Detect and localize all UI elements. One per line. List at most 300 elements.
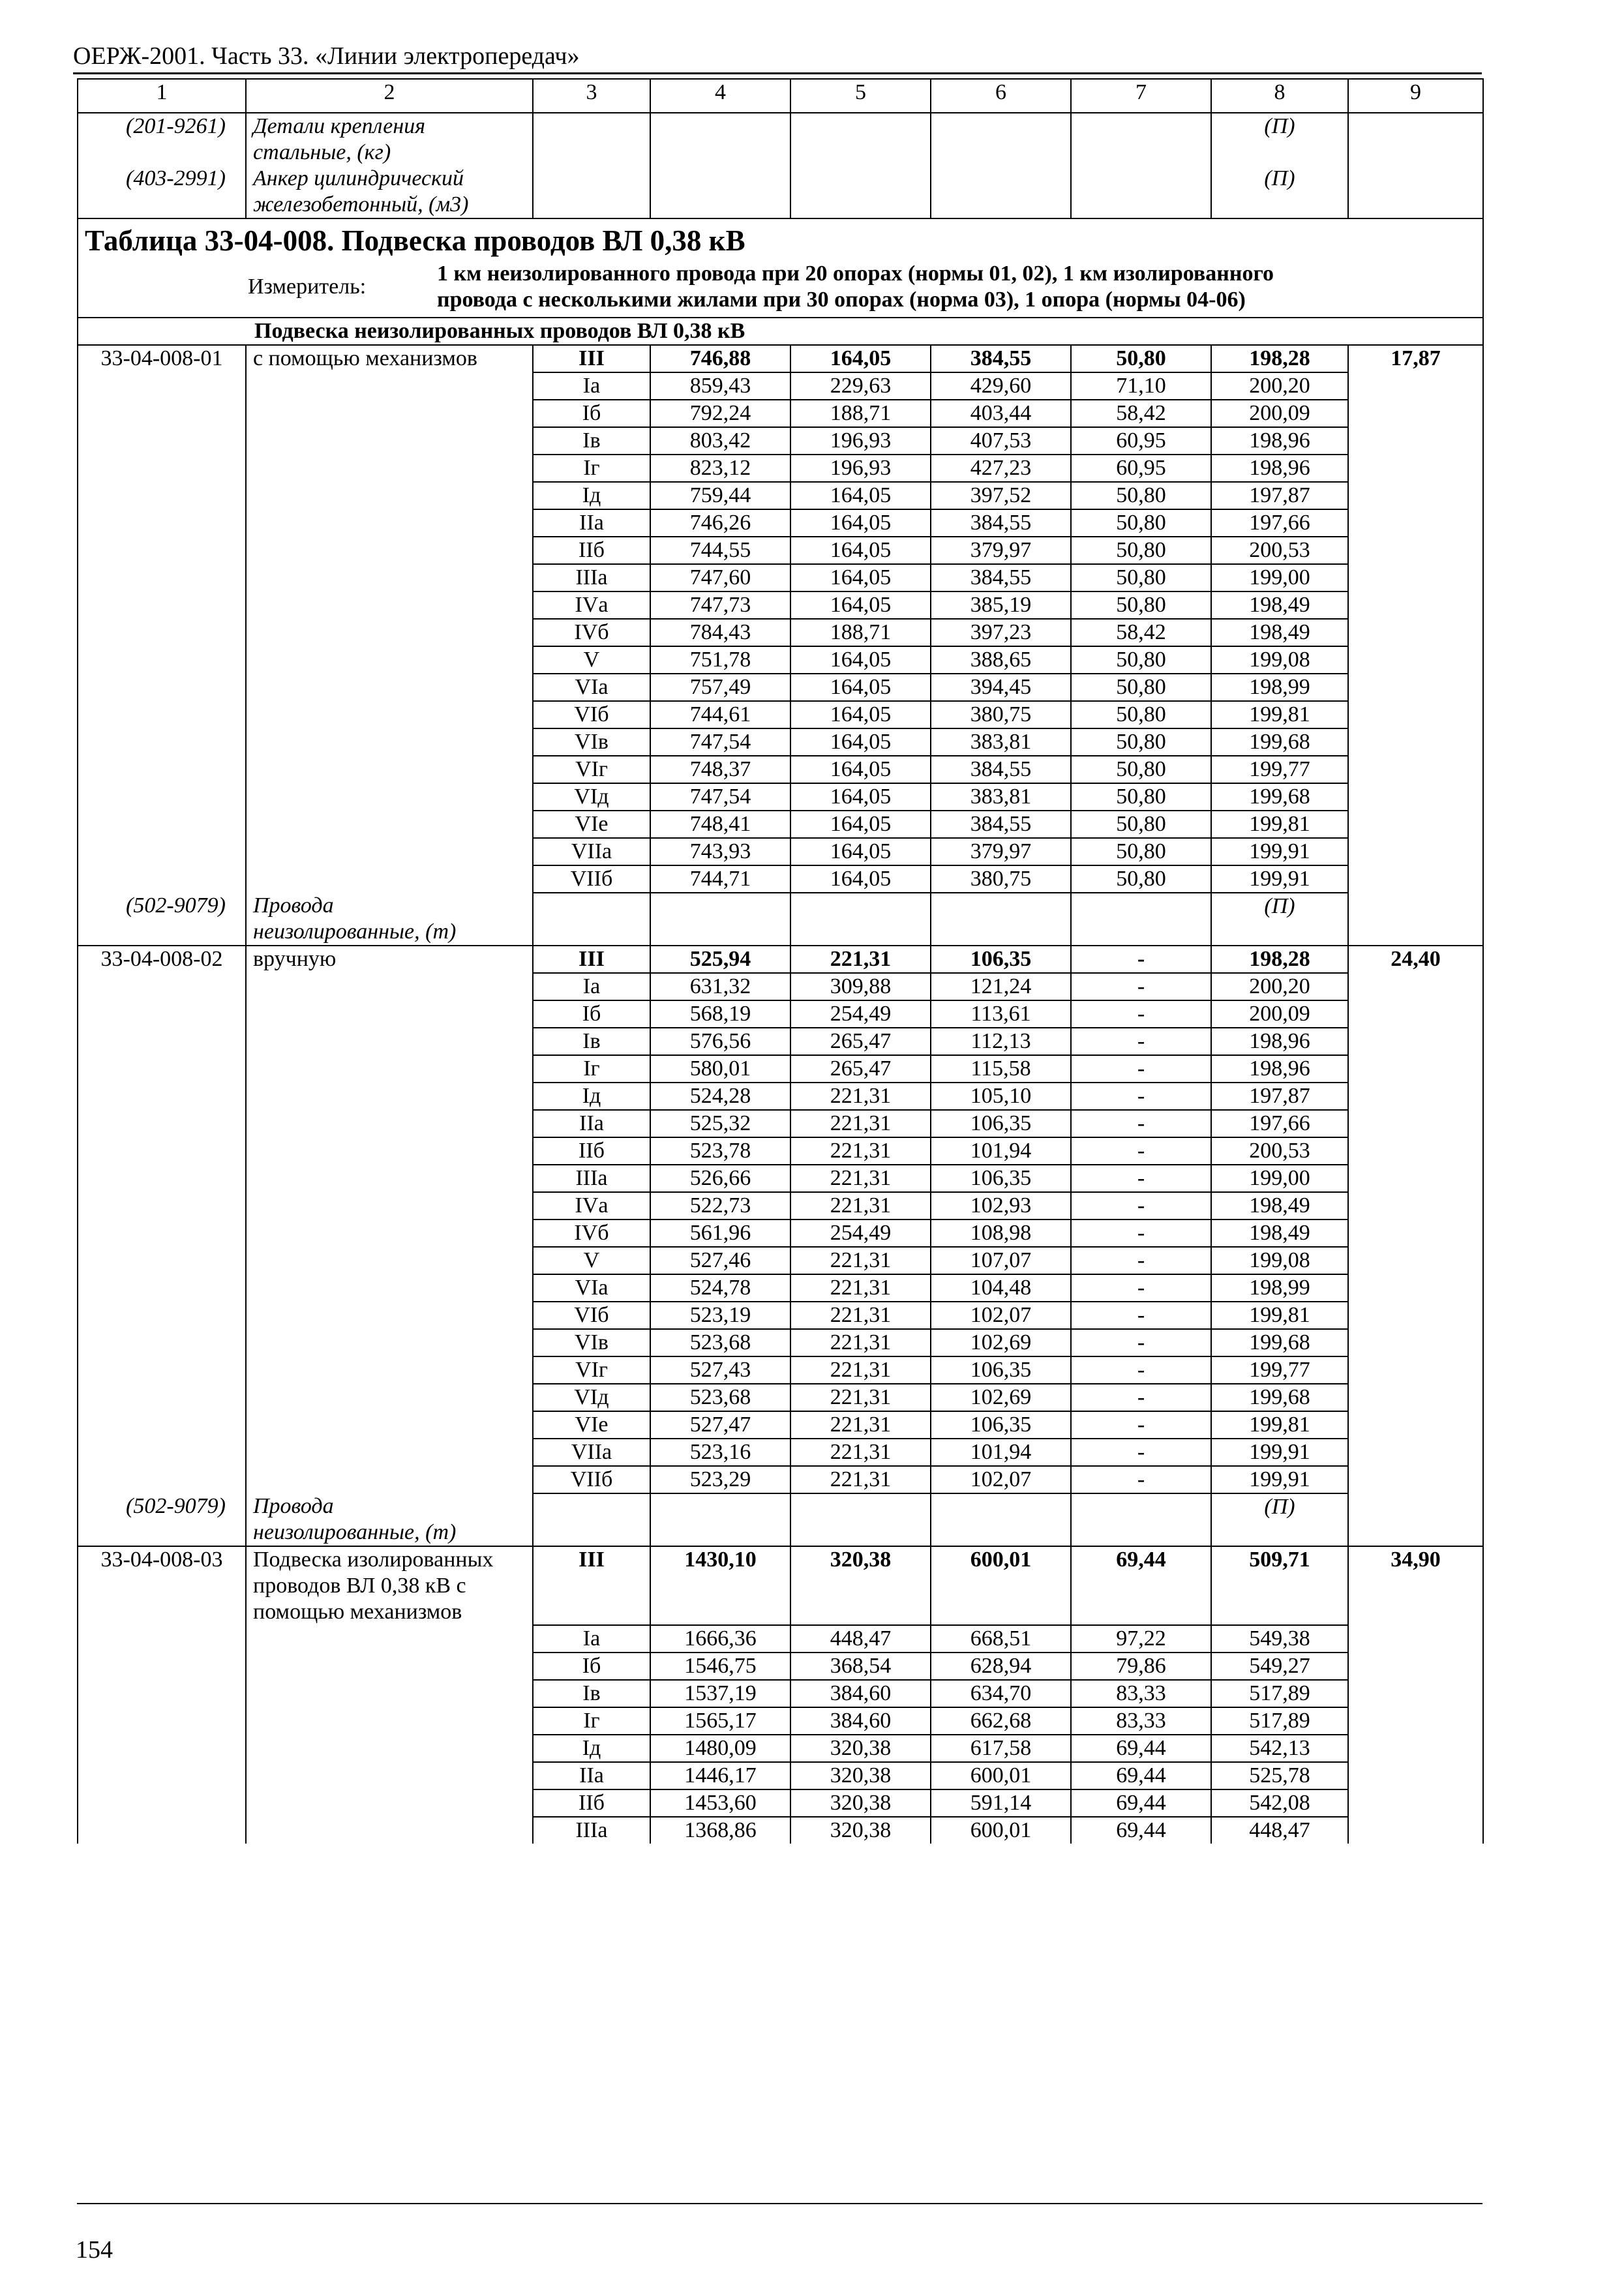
empty-cell bbox=[790, 1493, 931, 1546]
price-value: 199,81 bbox=[1211, 1302, 1348, 1329]
price-value: 1480,09 bbox=[650, 1735, 790, 1762]
material-code: (403-2991) bbox=[78, 166, 246, 218]
norm-value-row bbox=[78, 482, 1483, 509]
price-value: 69,44 bbox=[1071, 1789, 1211, 1817]
price-value: - bbox=[1071, 1000, 1211, 1028]
price-value: - bbox=[1071, 1192, 1211, 1219]
zone-code: IIб bbox=[533, 1789, 650, 1817]
price-value: 384,55 bbox=[931, 345, 1071, 372]
price-value: 83,33 bbox=[1071, 1707, 1211, 1735]
norm-value-row bbox=[78, 1165, 1483, 1192]
empty-cell bbox=[78, 1110, 246, 1137]
price-value: 403,44 bbox=[931, 400, 1071, 427]
empty-cell bbox=[1348, 1219, 1483, 1247]
empty-cell bbox=[246, 756, 533, 783]
empty-cell bbox=[931, 113, 1071, 166]
empty-cell bbox=[1348, 701, 1483, 728]
norm-value-row bbox=[78, 701, 1483, 728]
empty-cell bbox=[246, 838, 533, 865]
price-value: 527,43 bbox=[650, 1356, 790, 1384]
empty-cell bbox=[78, 1439, 246, 1466]
price-value: 188,71 bbox=[790, 400, 931, 427]
zone-code: IIа bbox=[533, 1762, 650, 1789]
price-value: 198,49 bbox=[1211, 1192, 1348, 1219]
price-value: 751,78 bbox=[650, 646, 790, 674]
empty-cell bbox=[1348, 455, 1483, 482]
price-value: 1368,86 bbox=[650, 1817, 790, 1844]
price-value: 199,00 bbox=[1211, 1165, 1348, 1192]
price-value: 383,81 bbox=[931, 783, 1071, 811]
price-value: 121,24 bbox=[931, 973, 1071, 1000]
price-value: 526,66 bbox=[650, 1165, 790, 1192]
empty-cell bbox=[78, 1625, 246, 1653]
zone-code: Iг bbox=[533, 1055, 650, 1083]
material-name-line: Провода bbox=[253, 1494, 334, 1518]
norm-value-row bbox=[78, 537, 1483, 564]
price-value: - bbox=[1071, 1083, 1211, 1110]
norm-name bbox=[246, 1546, 533, 1625]
zone-code: IVа bbox=[533, 591, 650, 619]
price-value: 115,58 bbox=[931, 1055, 1071, 1083]
material-name bbox=[246, 1493, 533, 1546]
empty-cell bbox=[78, 1192, 246, 1219]
price-value: 198,96 bbox=[1211, 427, 1348, 455]
column-number: 6 bbox=[931, 79, 1071, 113]
empty-cell bbox=[1348, 619, 1483, 646]
zone-code: Iв bbox=[533, 1028, 650, 1055]
price-value: 384,55 bbox=[931, 811, 1071, 838]
material-name bbox=[246, 166, 533, 218]
material-mark: (П) bbox=[1211, 1493, 1348, 1546]
norm-name-line: с помощью механизмов bbox=[253, 346, 477, 370]
price-value: - bbox=[1071, 1439, 1211, 1466]
price-value: 102,93 bbox=[931, 1192, 1071, 1219]
zone-code: IIб bbox=[533, 537, 650, 564]
price-value: 561,96 bbox=[650, 1219, 790, 1247]
material-mark: (П) bbox=[1211, 893, 1348, 946]
empty-cell bbox=[246, 1762, 533, 1789]
price-value: 198,96 bbox=[1211, 1055, 1348, 1083]
price-value: 107,07 bbox=[931, 1247, 1071, 1274]
price-value: 199,68 bbox=[1211, 783, 1348, 811]
price-value: 200,53 bbox=[1211, 1137, 1348, 1165]
zone-code: Iд bbox=[533, 1083, 650, 1110]
empty-cell bbox=[1348, 646, 1483, 674]
norm-value-row bbox=[78, 674, 1483, 701]
table-title-cell bbox=[78, 218, 1483, 318]
empty-cell bbox=[533, 166, 650, 218]
norm-value-row bbox=[78, 946, 1483, 973]
empty-cell bbox=[1071, 166, 1211, 218]
norm-code: 33-04-008-01 bbox=[78, 345, 246, 372]
price-value: 199,00 bbox=[1211, 564, 1348, 591]
empty-cell bbox=[78, 482, 246, 509]
zone-code: IVб bbox=[533, 619, 650, 646]
empty-cell bbox=[1348, 1028, 1483, 1055]
price-value: 748,41 bbox=[650, 811, 790, 838]
price-value: 744,71 bbox=[650, 865, 790, 893]
empty-cell bbox=[246, 537, 533, 564]
price-value: 591,14 bbox=[931, 1789, 1071, 1817]
price-value: 102,07 bbox=[931, 1302, 1071, 1329]
price-value: 97,22 bbox=[1071, 1625, 1211, 1653]
empty-cell bbox=[246, 1653, 533, 1680]
norm-name bbox=[246, 946, 533, 973]
zone-code: Iв bbox=[533, 1680, 650, 1707]
price-value: - bbox=[1071, 973, 1211, 1000]
empty-cell bbox=[78, 1302, 246, 1329]
price-value: 265,47 bbox=[790, 1055, 931, 1083]
norm-value-row bbox=[78, 1219, 1483, 1247]
empty-cell bbox=[78, 1653, 246, 1680]
empty-cell bbox=[1348, 756, 1483, 783]
price-value: 394,45 bbox=[931, 674, 1071, 701]
norm-value-row bbox=[78, 1083, 1483, 1110]
table-title: Таблица 33-04-008. Подвеска проводов ВЛ 0,38 кВ bbox=[85, 224, 745, 257]
price-value: - bbox=[1071, 1247, 1211, 1274]
price-value: - bbox=[1071, 1028, 1211, 1055]
price-value: 108,98 bbox=[931, 1219, 1071, 1247]
price-value: 1453,60 bbox=[650, 1789, 790, 1817]
section-title-cell bbox=[78, 318, 1483, 345]
empty-cell bbox=[78, 1083, 246, 1110]
price-value: 50,80 bbox=[1071, 509, 1211, 537]
empty-cell bbox=[1348, 400, 1483, 427]
price-value: 200,20 bbox=[1211, 973, 1348, 1000]
norm-value-row bbox=[78, 646, 1483, 674]
zone-code: IIа bbox=[533, 509, 650, 537]
column-number: 3 bbox=[533, 79, 650, 113]
price-value: 196,93 bbox=[790, 455, 931, 482]
empty-cell bbox=[78, 701, 246, 728]
empty-cell bbox=[246, 1817, 533, 1844]
price-value: 448,47 bbox=[1211, 1817, 1348, 1844]
empty-cell bbox=[533, 893, 650, 946]
price-value: - bbox=[1071, 1356, 1211, 1384]
empty-cell bbox=[246, 482, 533, 509]
price-value: 221,31 bbox=[790, 1165, 931, 1192]
price-value: 380,75 bbox=[931, 701, 1071, 728]
price-value: 384,60 bbox=[790, 1707, 931, 1735]
labor-value: 17,87 bbox=[1348, 345, 1483, 372]
norm-value-row bbox=[78, 400, 1483, 427]
empty-cell bbox=[1348, 1329, 1483, 1356]
empty-cell bbox=[78, 1028, 246, 1055]
price-value: 113,61 bbox=[931, 1000, 1071, 1028]
price-value: 199,08 bbox=[1211, 646, 1348, 674]
price-value: 1446,17 bbox=[650, 1762, 790, 1789]
price-value: 164,05 bbox=[790, 811, 931, 838]
material-row bbox=[78, 1493, 1483, 1546]
empty-cell bbox=[246, 1329, 533, 1356]
price-value: 199,91 bbox=[1211, 865, 1348, 893]
empty-cell bbox=[78, 619, 246, 646]
empty-cell bbox=[1348, 865, 1483, 893]
table-bottom-rule bbox=[77, 2203, 1482, 2204]
price-value: 368,54 bbox=[790, 1653, 931, 1680]
price-value: 164,05 bbox=[790, 345, 931, 372]
material-mark: (П) bbox=[1211, 166, 1348, 218]
empty-cell bbox=[1348, 1439, 1483, 1466]
norm-value-row bbox=[78, 1653, 1483, 1680]
empty-cell bbox=[246, 1219, 533, 1247]
zone-code: IIIа bbox=[533, 564, 650, 591]
norm-value-row bbox=[78, 509, 1483, 537]
empty-cell bbox=[78, 372, 246, 400]
norm-name-line: проводов ВЛ 0,38 кВ с bbox=[253, 1574, 466, 1598]
price-value: 198,49 bbox=[1211, 1219, 1348, 1247]
price-value: 199,91 bbox=[1211, 838, 1348, 865]
empty-cell bbox=[1348, 1411, 1483, 1439]
price-value: 199,81 bbox=[1211, 701, 1348, 728]
material-code: (502-9079) bbox=[78, 893, 246, 946]
price-value: 600,01 bbox=[931, 1546, 1071, 1625]
empty-cell bbox=[533, 1493, 650, 1546]
norms-table bbox=[77, 78, 1484, 1844]
price-value: 517,89 bbox=[1211, 1707, 1348, 1735]
empty-cell bbox=[246, 1083, 533, 1110]
empty-cell bbox=[78, 1137, 246, 1165]
material-name-line: неизолированные, (т) bbox=[253, 1520, 457, 1544]
meter-line: 1 км неизолированного провода при 20 опорах (нормы 01, 02), 1 км изолированного bbox=[437, 262, 1274, 286]
zone-code: VIд bbox=[533, 1384, 650, 1411]
zone-code: Iа bbox=[533, 973, 650, 1000]
empty-cell bbox=[1071, 893, 1211, 946]
column-number: 7 bbox=[1071, 79, 1211, 113]
empty-cell bbox=[1348, 1110, 1483, 1137]
price-value: 221,31 bbox=[790, 1247, 931, 1274]
price-value: 50,80 bbox=[1071, 674, 1211, 701]
empty-cell bbox=[1348, 509, 1483, 537]
empty-cell bbox=[1348, 783, 1483, 811]
price-value: 397,23 bbox=[931, 619, 1071, 646]
price-value: 379,97 bbox=[931, 838, 1071, 865]
zone-code: V bbox=[533, 1247, 650, 1274]
price-value: 69,44 bbox=[1071, 1546, 1211, 1625]
price-value: 549,38 bbox=[1211, 1625, 1348, 1653]
empty-cell bbox=[1348, 1384, 1483, 1411]
zone-code: Iд bbox=[533, 1735, 650, 1762]
price-value: - bbox=[1071, 1411, 1211, 1439]
column-number-row bbox=[78, 79, 1483, 113]
zone-code: IVа bbox=[533, 1192, 650, 1219]
norm-value-row bbox=[78, 619, 1483, 646]
material-row bbox=[78, 166, 1483, 218]
empty-cell bbox=[246, 1735, 533, 1762]
norm-value-row bbox=[78, 1302, 1483, 1329]
norm-value-row bbox=[78, 455, 1483, 482]
price-value: 407,53 bbox=[931, 427, 1071, 455]
empty-cell bbox=[246, 646, 533, 674]
zone-code: VIа bbox=[533, 1274, 650, 1302]
empty-cell bbox=[78, 1735, 246, 1762]
price-value: 542,08 bbox=[1211, 1789, 1348, 1817]
empty-cell bbox=[650, 166, 790, 218]
empty-cell bbox=[78, 1680, 246, 1707]
empty-cell bbox=[1348, 1625, 1483, 1653]
price-value: 1546,75 bbox=[650, 1653, 790, 1680]
price-value: 50,80 bbox=[1071, 701, 1211, 728]
price-value: - bbox=[1071, 1466, 1211, 1493]
price-value: 254,49 bbox=[790, 1219, 931, 1247]
empty-cell bbox=[246, 1439, 533, 1466]
zone-code: IIб bbox=[533, 1137, 650, 1165]
empty-cell bbox=[1348, 1302, 1483, 1329]
price-value: 549,27 bbox=[1211, 1653, 1348, 1680]
empty-cell bbox=[78, 1219, 246, 1247]
price-value: 60,95 bbox=[1071, 455, 1211, 482]
empty-cell bbox=[650, 1493, 790, 1546]
price-value: 50,80 bbox=[1071, 564, 1211, 591]
price-value: 427,23 bbox=[931, 455, 1071, 482]
norm-code: 33-04-008-03 bbox=[78, 1546, 246, 1625]
norm-value-row bbox=[78, 1546, 1483, 1625]
price-value: 50,80 bbox=[1071, 838, 1211, 865]
price-value: 69,44 bbox=[1071, 1762, 1211, 1789]
price-value: 380,75 bbox=[931, 865, 1071, 893]
price-value: 221,31 bbox=[790, 1192, 931, 1219]
norm-name-line: помощью механизмов bbox=[253, 1600, 462, 1624]
price-value: 164,05 bbox=[790, 728, 931, 756]
zone-code: III bbox=[533, 345, 650, 372]
zone-code: VIв bbox=[533, 1329, 650, 1356]
price-value: 102,69 bbox=[931, 1384, 1071, 1411]
empty-cell bbox=[78, 783, 246, 811]
empty-cell bbox=[78, 973, 246, 1000]
column-number: 8 bbox=[1211, 79, 1348, 113]
norm-value-row bbox=[78, 1329, 1483, 1356]
empty-cell bbox=[246, 1384, 533, 1411]
price-value: 221,31 bbox=[790, 1439, 931, 1466]
empty-cell bbox=[1348, 893, 1483, 946]
norm-value-row bbox=[78, 783, 1483, 811]
zone-code: III bbox=[533, 946, 650, 973]
price-value: 600,01 bbox=[931, 1762, 1071, 1789]
empty-cell bbox=[246, 1302, 533, 1329]
price-value: 746,26 bbox=[650, 509, 790, 537]
empty-cell bbox=[1348, 166, 1483, 218]
empty-cell bbox=[1348, 113, 1483, 166]
empty-cell bbox=[78, 1762, 246, 1789]
price-value: 104,48 bbox=[931, 1274, 1071, 1302]
price-value: 198,49 bbox=[1211, 591, 1348, 619]
zone-code: VIб bbox=[533, 1302, 650, 1329]
price-value: 744,61 bbox=[650, 701, 790, 728]
empty-cell bbox=[1348, 1192, 1483, 1219]
price-value: 199,68 bbox=[1211, 1384, 1348, 1411]
zone-code: VIа bbox=[533, 674, 650, 701]
column-number: 4 bbox=[650, 79, 790, 113]
price-value: 50,80 bbox=[1071, 756, 1211, 783]
price-value: 164,05 bbox=[790, 509, 931, 537]
price-value: 221,31 bbox=[790, 1466, 931, 1493]
empty-cell bbox=[1348, 1137, 1483, 1165]
norm-value-row bbox=[78, 1466, 1483, 1493]
price-value: 509,71 bbox=[1211, 1546, 1348, 1625]
price-value: 221,31 bbox=[790, 1411, 931, 1439]
empty-cell bbox=[1348, 1356, 1483, 1384]
price-value: 199,91 bbox=[1211, 1439, 1348, 1466]
empty-cell bbox=[790, 893, 931, 946]
norm-value-row bbox=[78, 1789, 1483, 1817]
norm-value-row bbox=[78, 1356, 1483, 1384]
price-value: 106,35 bbox=[931, 946, 1071, 973]
price-value: 221,31 bbox=[790, 1137, 931, 1165]
price-value: 221,31 bbox=[790, 1302, 931, 1329]
empty-cell bbox=[78, 728, 246, 756]
column-number: 9 bbox=[1348, 79, 1483, 113]
zone-code: Iб bbox=[533, 400, 650, 427]
price-value: 106,35 bbox=[931, 1110, 1071, 1137]
norm-value-row bbox=[78, 1274, 1483, 1302]
price-value: 859,43 bbox=[650, 372, 790, 400]
empty-cell bbox=[1348, 674, 1483, 701]
zone-code: Iд bbox=[533, 482, 650, 509]
price-value: 106,35 bbox=[931, 1411, 1071, 1439]
empty-cell bbox=[1348, 1707, 1483, 1735]
zone-code: VIе bbox=[533, 811, 650, 838]
price-value: 1565,17 bbox=[650, 1707, 790, 1735]
price-value: 58,42 bbox=[1071, 619, 1211, 646]
price-value: 628,94 bbox=[931, 1653, 1071, 1680]
empty-cell bbox=[790, 113, 931, 166]
running-header: ОЕРЖ-2001. Часть 33. «Линии электропередач» bbox=[73, 42, 580, 70]
price-value: 69,44 bbox=[1071, 1735, 1211, 1762]
price-value: 384,55 bbox=[931, 756, 1071, 783]
price-value: 757,49 bbox=[650, 674, 790, 701]
empty-cell bbox=[78, 400, 246, 427]
norm-value-row bbox=[78, 372, 1483, 400]
price-value: - bbox=[1071, 1329, 1211, 1356]
price-value: 379,97 bbox=[931, 537, 1071, 564]
material-name bbox=[246, 893, 533, 946]
empty-cell bbox=[246, 1192, 533, 1219]
price-value: 221,31 bbox=[790, 946, 931, 973]
price-value: 320,38 bbox=[790, 1817, 931, 1844]
zone-code: VIд bbox=[533, 783, 650, 811]
norm-value-row bbox=[78, 1055, 1483, 1083]
empty-cell bbox=[650, 113, 790, 166]
empty-cell bbox=[246, 1110, 533, 1137]
price-value: - bbox=[1071, 1137, 1211, 1165]
price-value: 523,68 bbox=[650, 1329, 790, 1356]
price-value: 102,07 bbox=[931, 1466, 1071, 1493]
meter-block bbox=[85, 261, 1476, 317]
empty-cell bbox=[790, 166, 931, 218]
empty-cell bbox=[1348, 372, 1483, 400]
empty-cell bbox=[1348, 973, 1483, 1000]
norm-value-row bbox=[78, 1247, 1483, 1274]
empty-cell bbox=[1348, 1789, 1483, 1817]
empty-cell bbox=[78, 865, 246, 893]
price-value: 388,65 bbox=[931, 646, 1071, 674]
empty-cell bbox=[78, 1000, 246, 1028]
price-value: 198,99 bbox=[1211, 674, 1348, 701]
price-value: 523,16 bbox=[650, 1439, 790, 1466]
empty-cell bbox=[78, 1466, 246, 1493]
empty-cell bbox=[1348, 1000, 1483, 1028]
empty-cell bbox=[246, 427, 533, 455]
price-value: 522,73 bbox=[650, 1192, 790, 1219]
empty-cell bbox=[1071, 113, 1211, 166]
price-value: 803,42 bbox=[650, 427, 790, 455]
empty-cell bbox=[1348, 1680, 1483, 1707]
norm-value-row bbox=[78, 345, 1483, 372]
price-value: 448,47 bbox=[790, 1625, 931, 1653]
header-rule bbox=[73, 72, 1482, 74]
price-value: 384,55 bbox=[931, 564, 1071, 591]
empty-cell bbox=[931, 166, 1071, 218]
